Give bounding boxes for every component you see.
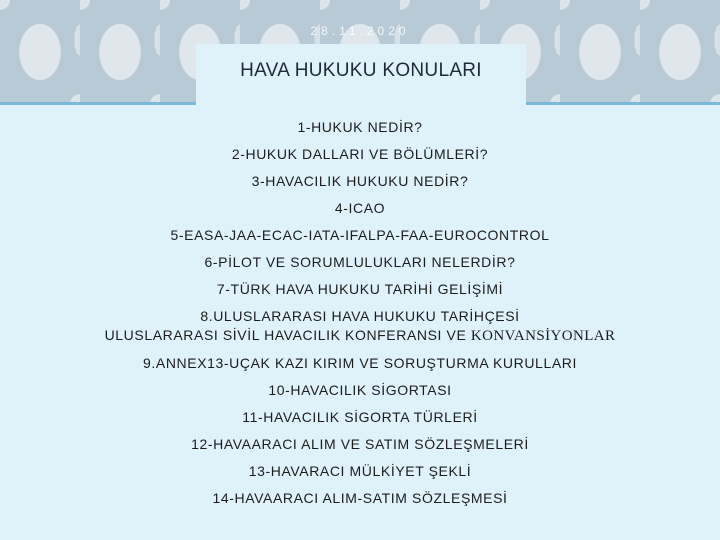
topic-line [60, 326, 660, 346]
topic-item: 1-HUKUK NEDİR? [297, 119, 423, 135]
topic-item: 12-HAVAARACI ALIM VE SATIM SÖZLEŞMELERİ [191, 436, 529, 452]
topic-line: 8.ULUSLARARASI HAVA HUKUKU TARİHÇESİ [200, 308, 520, 324]
topic-item: 2-HUKUK DALLARI VE BÖLÜMLERİ? [231, 146, 489, 162]
topic-item: 9.ANNEX13-UÇAK KAZI KIRIM VE SORUŞTURMA KURULLARI [143, 355, 577, 371]
topic-item: 5-EASA-JAA-ECAC-IATA-IFALPA-FAA-EUROCONTROL [170, 227, 550, 243]
topic-item-multiline [60, 303, 660, 350]
topic-line-part: ULUSLARARASI SİVİL HAVACILIK KONFERANSI VE [104, 327, 467, 343]
topic-item: 3-HAVACILIK HUKUKU NEDİR? [251, 173, 469, 189]
topic-list [60, 114, 660, 512]
slide-title: HAVA HUKUKU KONULARI [240, 60, 482, 81]
topic-item: 4-ICAO [334, 200, 386, 216]
topic-item: 11-HAVACILIK SİGORTA TÜRLERİ [242, 409, 478, 425]
topic-item: 14-HAVAARACI ALIM-SATIM SÖZLEŞMESİ [212, 490, 508, 506]
topic-item: 7-TÜRK HAVA HUKUKU TARİHİ GELİŞİMİ [216, 281, 504, 297]
slide-date: 28.11.2020 [310, 24, 410, 38]
topic-line-part: KONVANSİYONLAR [470, 328, 616, 344]
topic-item: 10-HAVACILIK SİGORTASI [268, 382, 452, 398]
topic-item: 6-PİLOT VE SORUMLULUKLARI NELERDİR? [204, 254, 516, 270]
topic-item: 13-HAVARACI MÜLKİYET ŞEKLİ [248, 463, 472, 479]
